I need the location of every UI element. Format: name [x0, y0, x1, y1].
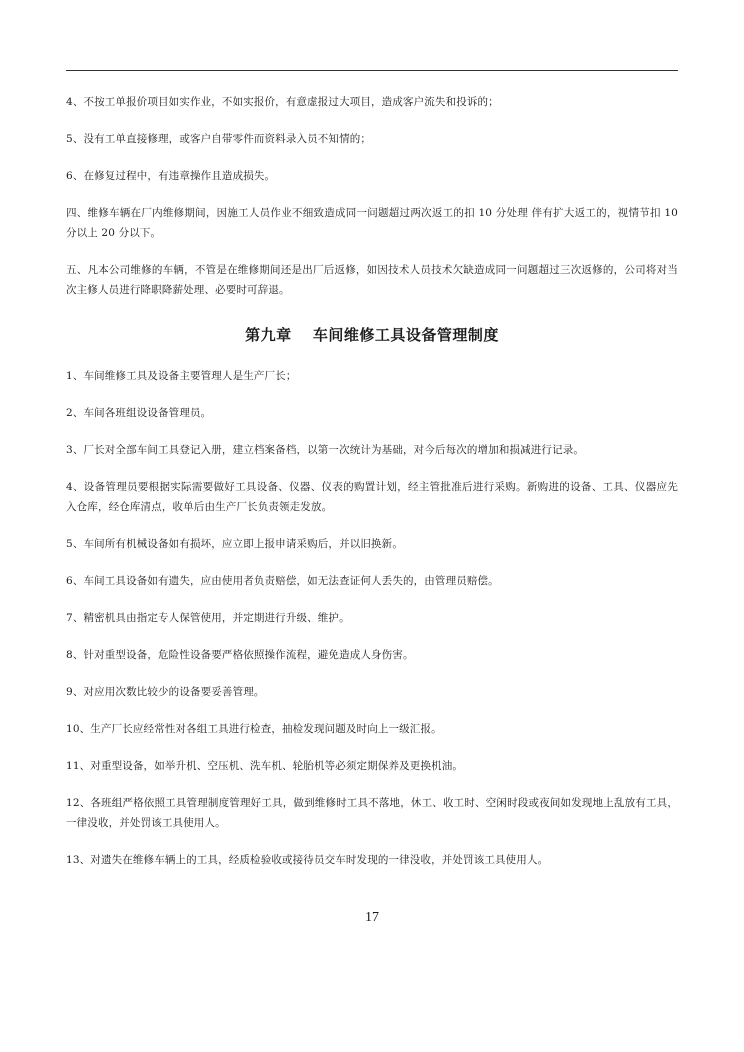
tool-rule-10: 10、生产厂长应经常性对各组工具进行检查，抽检发现问题及时向上一级汇报。: [66, 723, 442, 735]
tool-rule-13: 13、对遗失在维修车辆上的工具，经质检验收或接待员交车时发现的一律没收，并处罚该工具使用人。: [66, 854, 549, 866]
tool-rule-11: 11、对重型设备，如举升机、空压机、洗车机、轮胎机等必须定期保养及更换机油。: [66, 760, 464, 772]
tool-rule-6: 6、车间工具设备如有遗失，应由使用者负责赔偿，如无法查证何人丢失的，由管理员赔偿。: [66, 575, 499, 587]
tool-rule-12: 12、各班组严格依照工具管理制度管理好工具，做到维修时工具不落地，休工、收工时、空闲时段或夜间如发现地上乱放有工具，一律没收，并处罚该工具使用人。: [66, 797, 678, 829]
page-content: [66, 92, 678, 870]
chapter-title: 第九章 车间维修工具设备管理制度: [245, 326, 499, 344]
tool-rule-3: 3、厂长对全部车间工具登记入册，建立档案备档，以第一次统计为基础，对今后每次的增加和损减进行记录。: [66, 444, 585, 456]
article-five: 五、凡本公司维修的车辆，不管是在维修期间还是出厂后返修，如因技术人员技术欠缺造成同一问题超过三次返修的，公司将对当次主修人员进行降职降薪处理、必要时可辞退。: [66, 264, 678, 296]
tool-rule-7: 7、精密机具由指定专人保管使用，并定期进行升级、维护。: [66, 612, 350, 624]
tool-rule-5: 5、车间所有机械设备如有损坏，应立即上报申请采购后，并以旧换新。: [66, 538, 403, 550]
tool-rule-4: 4、设备管理员要根据实际需要做好工具设备、仪器、仪表的购置计划，经主管批准后进行采购。新购进的设备、工具、仪器应先入仓库，经仓库清点，收单后由生产厂长负责领走发放。: [66, 481, 678, 513]
clause-5: 5、没有工单直接修理，或客户自带零件而资料录入员不知情的；: [66, 133, 372, 145]
tool-rule-1: 1、车间维修工具及设备主要管理人是生产厂长；: [66, 370, 297, 382]
page-number: 17: [365, 910, 379, 925]
clause-6: 6、在修复过程中，有违章操作且造成损失。: [66, 170, 276, 182]
tool-rule-9: 9、对应用次数比较少的设备要妥善管理。: [66, 686, 265, 698]
header-rule: [66, 70, 678, 71]
tool-rule-8: 8、针对重型设备，危险性设备要严格依照操作流程，避免造成人身伤害。: [66, 649, 414, 661]
clause-4: 4、不按工单报价项目如实作业，不如实报价，有意虚报过大项目，造成客户流失和投诉的；: [66, 96, 499, 108]
article-four: 四、维修车辆在厂内维修期间，因施工人员作业不细致造成同一问题超过两次返工的扣 10 分处理 伴有扩大返工的，视情节扣 10 分以上 20 分以下。: [66, 207, 678, 239]
tool-rule-2: 2、车间各班组设设备管理员。: [66, 407, 212, 419]
